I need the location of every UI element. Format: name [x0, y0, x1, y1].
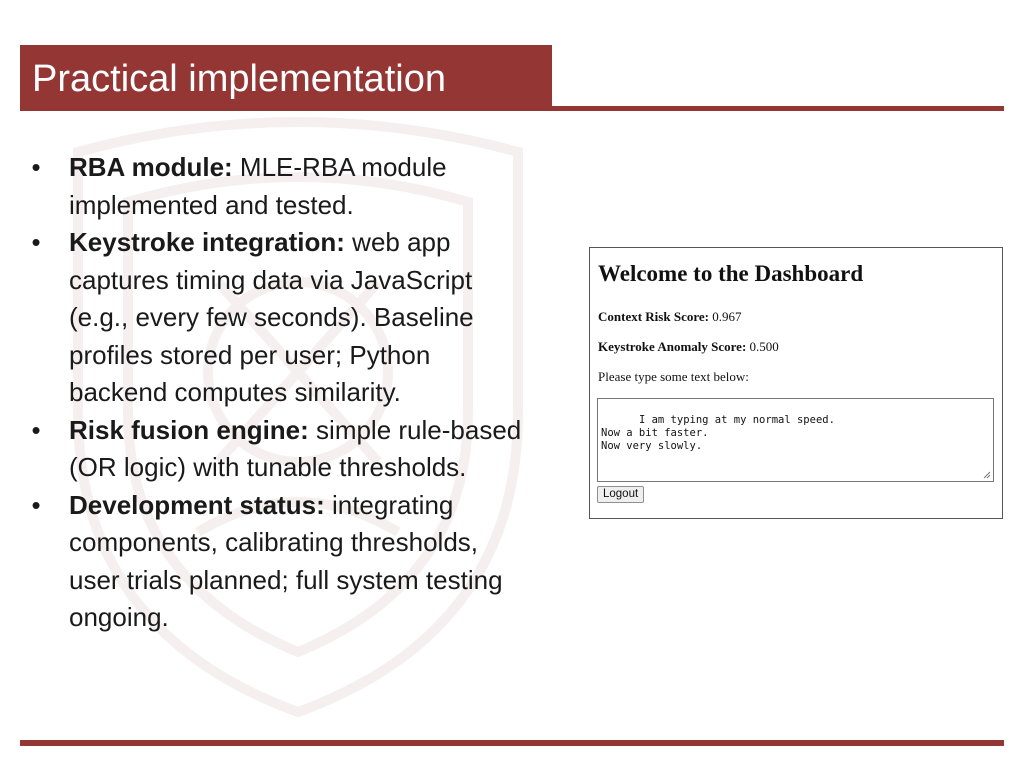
bullet-text: simple rule-based (OR logic) with tunable thresholds. [69, 414, 522, 482]
logout-button[interactable]: Logout [597, 486, 644, 503]
dashboard-title: Welcome to the Dashboard [598, 261, 864, 286]
bullet-dot-icon: • [31, 414, 41, 445]
typing-textarea-value: I am typing at my normal speed. Now a bit faster. Now very slowly. [601, 414, 835, 452]
keystroke-anomaly-label: Keystroke Anomaly Score: [598, 339, 747, 354]
bullet-label: Keystroke integration: [69, 227, 345, 257]
title-underline [20, 106, 1004, 111]
resize-grip-icon[interactable] [983, 471, 991, 479]
bullet-item [28, 149, 528, 224]
bullet-text: web app captures timing data via JavaScript (e.g., every few seconds). Baseline profiles stored per user; Python backend computes similarity. [69, 227, 474, 407]
bullet-text: integrating components, calibrating thresholds, user trials planned; full system testing ongoing. [69, 489, 503, 632]
bullet-text: MLE-RBA module implemented and tested. [69, 152, 447, 220]
bullet-label: RBA module: [69, 152, 233, 182]
dashboard-screenshot [589, 247, 1003, 519]
context-risk-value: 0.967 [712, 309, 742, 324]
bullet-dot-icon: • [31, 489, 41, 520]
bullet-item [28, 224, 528, 412]
bullet-label: Risk fusion engine: [69, 414, 309, 445]
context-risk-score [598, 309, 741, 325]
keystroke-anomaly-score [598, 339, 779, 355]
slide-title: Practical implementation [32, 58, 446, 100]
bullet-item [28, 412, 528, 487]
keystroke-anomaly-value: 0.500 [749, 339, 779, 354]
bullet-dot-icon: • [31, 227, 41, 257]
bullet-dot-icon: • [31, 152, 41, 182]
bullet-label: Development status: [69, 489, 325, 520]
footer-rule [20, 740, 1004, 746]
typing-prompt: Please type some text below: [598, 369, 749, 384]
context-risk-label: Context Risk Score: [598, 309, 709, 324]
bullet-list [28, 149, 528, 637]
bullet-item [28, 487, 528, 637]
typing-textarea[interactable] [597, 398, 994, 482]
